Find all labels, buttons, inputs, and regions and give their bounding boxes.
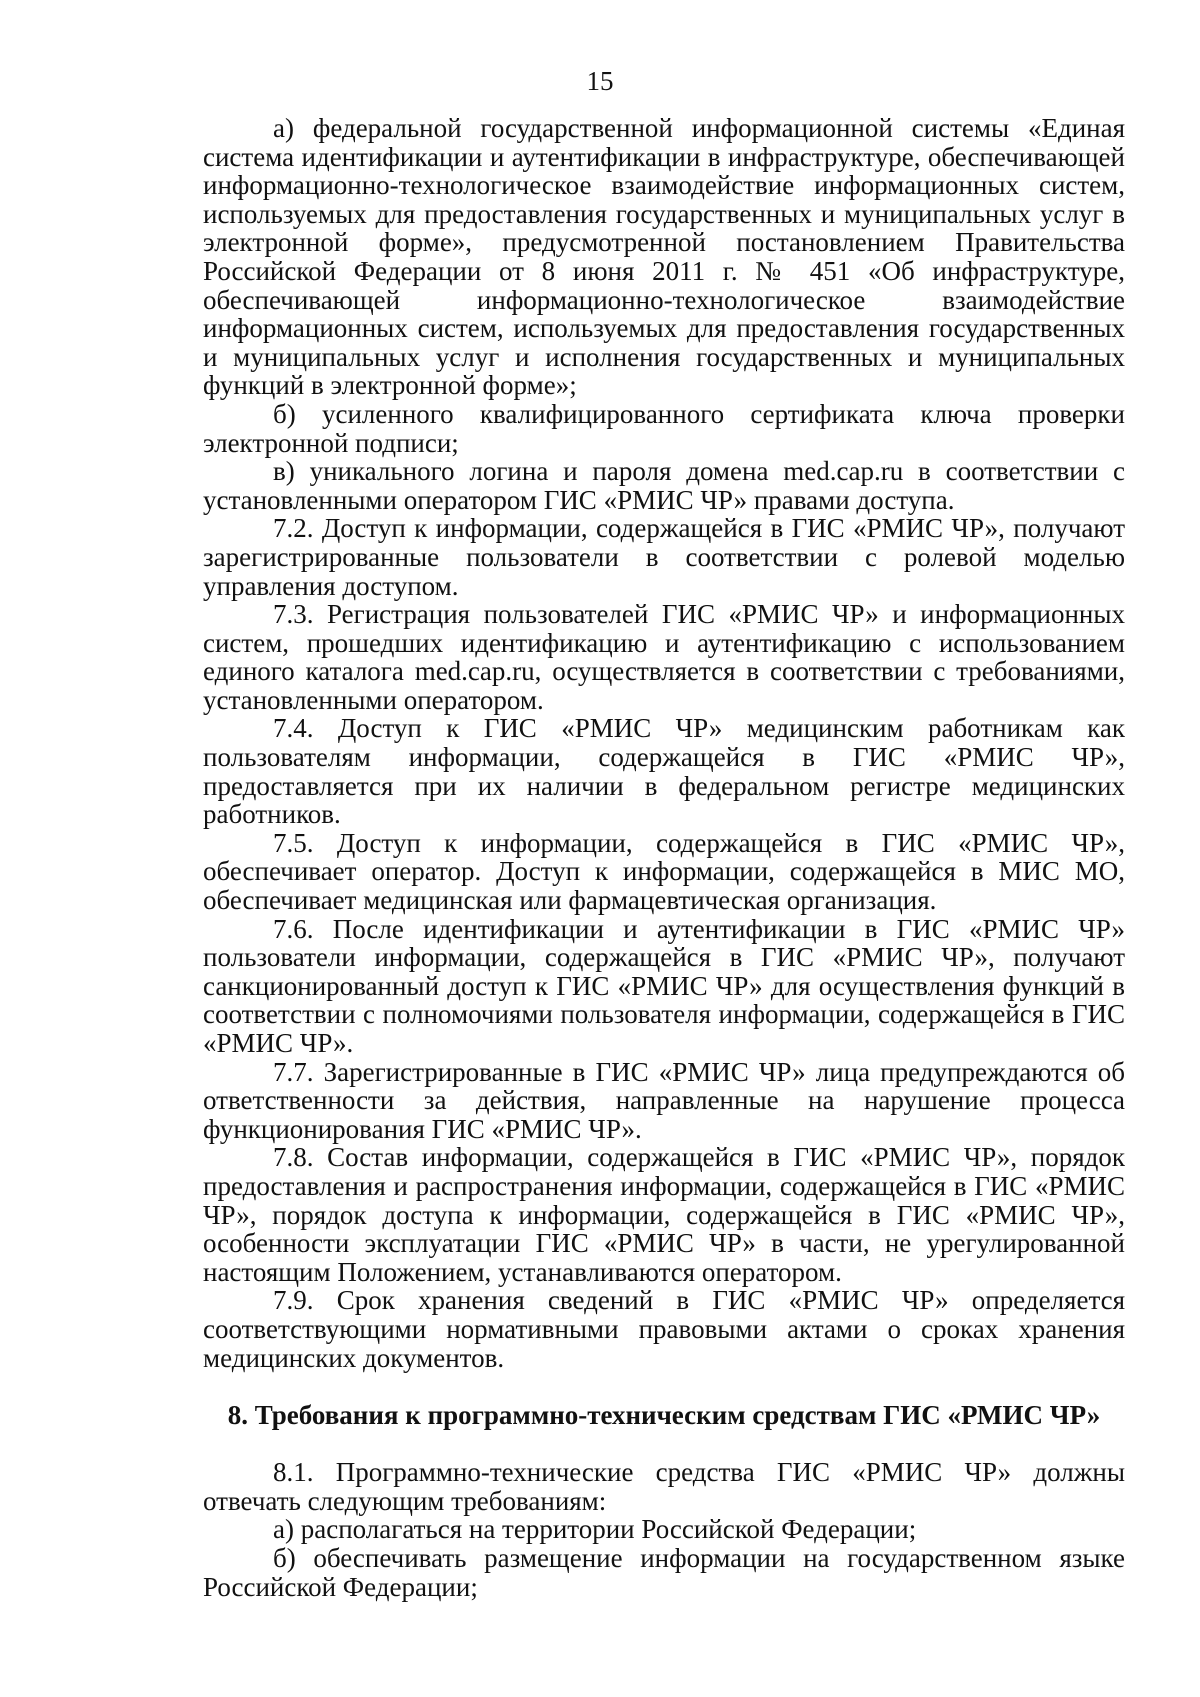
paragraph-7-1-v: в) уникального логина и пароля домена med.cap.ru в соответствии с установленными оператором ГИС «РМИС ЧР» правами доступа.	[203, 456, 1125, 515]
paragraph-7-8: 7.8. Состав информации, содержащейся в ГИС «РМИС ЧР», порядок предоставления и распространения информации, содержащейся в ГИС «РМИС ЧР», порядок доступа к информации, содержащейся в ГИС «РМИС ЧР», особенности эксплуатации ГИС «РМИС ЧР» в части, не урегулированной настоящим Положением, устанавливаются оператором.	[203, 1142, 1125, 1287]
section-heading-8: 8. Требования к программно-техническим средствам ГИС «РМИС ЧР»	[227, 1400, 1101, 1431]
document-body	[203, 114, 1125, 1601]
paragraph-8-1: 8.1. Программно-технические средства ГИС «РМИС ЧР» должны отвечать следующим требованиям:	[203, 1457, 1125, 1516]
paragraph-7-4: 7.4. Доступ к ГИС «РМИС ЧР» медицинским работникам как пользователям информации, содержащейся в ГИС «РМИС ЧР», предоставляется при их наличии в федеральном регистре медицинских работников.	[203, 713, 1125, 830]
paragraph-7-2: 7.2. Доступ к информации, содержащейся в ГИС «РМИС ЧР», получают зарегистрированные пользователи в соответствии с ролевой моделью управления доступом.	[203, 513, 1125, 601]
paragraph-7-7: 7.7. Зарегистрированные в ГИС «РМИС ЧР» лица предупреждаются об ответственности за действия, направленные на нарушение процесса функционирования ГИС «РМИС ЧР».	[203, 1056, 1125, 1144]
paragraph-7-3: 7.3. Регистрация пользователей ГИС «РМИС ЧР» и информационных систем, прошедших идентификацию и аутентификацию с использованием единого каталога med.cap.ru, осуществляется в соответствии с требованиями, установленными оператором.	[203, 599, 1125, 715]
paragraph-8-1-b: б) обеспечивать размещение информации на государственном языке Российской Федерации;	[203, 1542, 1125, 1602]
paragraph-7-5: 7.5. Доступ к информации, содержащейся в ГИС «РМИС ЧР», обеспечивает оператор. Доступ к информации, содержащейся в МИС МО, обеспечивает медицинская или фармацевтическая организация.	[203, 827, 1125, 916]
paragraph-7-6: 7.6. После идентификации и аутентификации в ГИС «РМИС ЧР» пользователи информации, содержащейся в ГИС «РМИС ЧР», получают санкционированный доступ к ГИС «РМИС ЧР» для осуществления функций в соответствии с полномочиями пользователя информации, содержащейся в ГИС «РМИС ЧР».	[203, 913, 1125, 1058]
paragraph-7-1-a: а) федеральной государственной информационной системы «Единая система идентификации и аутентификации в инфраструктуре, обеспечивающей информационно-технологическое взаимодействие информационных систем, используемых для предоставления государственных и муниципальных услуг в электронной форме», предусмотренной постановлением Правительства Российской Федерации от 8 июня 2011 г. № 451 «Об инфраструктуре, обеспечивающей информационно-технологическое взаимодействие информационных систем, используемых для предоставления государственных и муниципальных услуг и исполнения государственных и муниципальных функций в электронной форме»;	[203, 113, 1125, 401]
page-number: 15	[586, 66, 614, 96]
paragraph-8-1-a: а) располагаться на территории Российской Федерации;	[273, 1514, 917, 1545]
paragraph-7-9: 7.9. Срок хранения сведений в ГИС «РМИС ЧР» определяется соответствующими нормативными правовыми актами о сроках хранения медицинских документов.	[203, 1285, 1125, 1373]
paragraph-7-1-b: б) усиленного квалифицированного сертификата ключа проверки электронной подписи;	[203, 398, 1125, 458]
